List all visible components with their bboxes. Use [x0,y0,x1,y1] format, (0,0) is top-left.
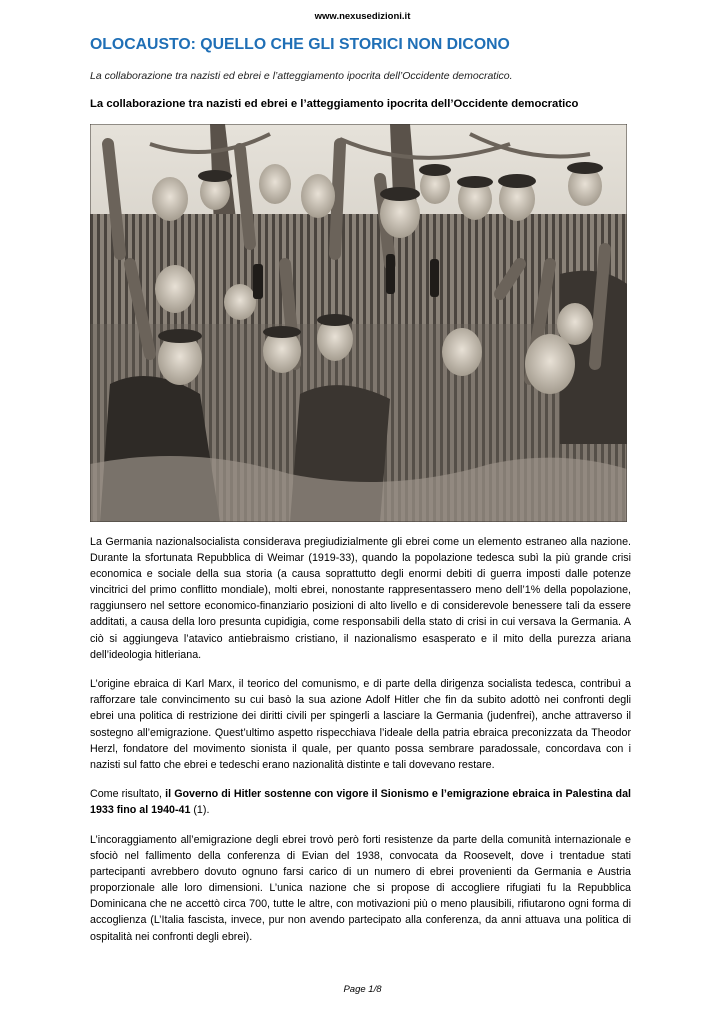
paragraph-1: La Germania nazionalsocialista considerava pregiudizialmente gli ebrei come un elemento estraneo alla nazione. Durante la sfortunata Repubblica di Weimar (1919-33), quando la popolazione tedesca subì la più grande crisi economica e sociale della sua storia (a causa soprattutto degli enormi debiti di guerra imposti dalle potenze vincitrici del primo conflitto mondiale), molti ebrei, nonostante rappresentassero meno dell’1% della popolazione, raggiunsero nel settore economico-finanziario posizioni di alto livello e di considerevole benessere tali da essere additati, a causa della loro presunta cupidigia, come responsabili della stato di crisi in cui versava la Germania. A ciò si aggiungeva l’atavico antiebraismo cristiano, il nazionalismo esasperato e il mito della purezza ariana dell’ideologia hitleriana. [90,536,631,661]
page-number: Page 1/8 [343,984,382,995]
paragraph-3-lead: Come risultato, [90,788,166,801]
paragraph-3-emphasis: il Governo di Hitler sostenne con vigore il Sionismo e l’emigrazione ebraica in Palestina dal 1933 fino al 1940-41 [90,788,631,817]
article-photo [90,124,627,522]
article-body [90,534,631,958]
article-heading: La collaborazione tra nazisti ed ebrei e l’atteggiamento ipocrita dell’Occidente democratico [90,98,579,110]
paragraph-3 [90,786,631,818]
article-title: OLOCAUSTO: QUELLO CHE GLI STORICI NON DICONO [90,36,510,53]
paragraph-2: L’origine ebraica di Karl Marx, il teorico del comunismo, e di parte della dirigenza socialista tedesca, contribuì a rafforzare tale convincimento su cui basò la sua azione Adolf Hitler che fin da subito adottò nei confronti degli ebrei una politica di restrizione dei diritti civili per spingerli a lasciare la Germania (judenfrei), anche attraverso il sostegno all’emigrazione. Quest’ultimo aspetto rispecchiava l’ideale della patria ebraica preconizzata da Theodor Herzl, fondatore del movimento sionista il quale, per quanto possa sembrare paradossale, concordava con i nazisti sul fatto che ebrei e tedeschi erano nazionalità distinte e tali dovevano restare. [90,678,631,771]
site-url[interactable]: www.nexusedizioni.it [314,11,411,22]
paragraph-4: L’incoraggiamento all’emigrazione degli ebrei trovò però forti resistenze da parte della comunità internazionale e sfociò nel fallimento della conferenza di Evian del 1938, convocata da Roosevelt, dove i trentadue stati partecipanti avrebbero dovuto ognuno farsi carico di un numero di ebrei provenienti da Germania e Austria proporzionale alle loro dimensioni. L’unica nazione che si propose di accogliere rifugiati fu la Repubblica Dominicana che ne accettò circa 700, tutte le altre, con motivazioni più o meno plausibili, rifiutarono ogni forma di accoglienza (L’Italia fascista, invece, pur non avendo partecipato alla conferenza, da anni attuava una politica di ospitalità nei confronti degli ebrei). [90,834,631,943]
paragraph-3-tail: (1). [190,804,210,817]
article-subtitle: La collaborazione tra nazisti ed ebrei e l’atteggiamento ipocrita dell’Occidente democratico. [90,70,513,82]
